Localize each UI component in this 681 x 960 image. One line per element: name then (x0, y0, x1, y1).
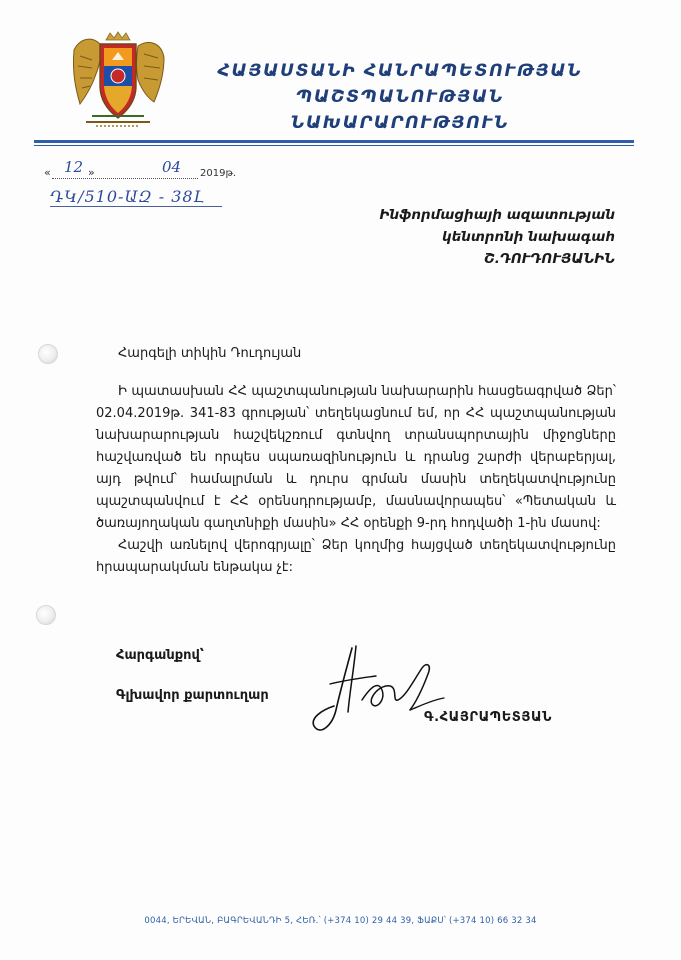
reference-number: ԴԿ/510-ԱԶ - 38Լ (50, 187, 206, 206)
outgoing-number (50, 187, 230, 211)
date-year: 2019թ. (200, 168, 237, 179)
punch-hole (36, 605, 56, 625)
body-paragraph-1: Ի պատասխան ՀՀ պաշտպանության նախարարին հասցեագրված Ձեր՝ 02.04.2019թ. 341-83 գրության՝ տեղեկացնում եմ, որ ՀՀ պաշտպանության նախարարության հաշվեկշռում գտնվող տրանսպորտային միջոցները հաշվառված են որպես սպառազինություն և դրանց շարժի վերաբերյալ, այդ թվում՝ համալրման և դուրս գրման մասին տեղեկատվությունը պաշտպանվում է ՀՀ օրենսդրությամբ, մասնավորապես՝ «Պետական և ծառայողական գաղտնիքի մասին» ՀՀ օրենքի 9-րդ հոդվածի 1-ին մասով: (96, 384, 616, 531)
coat-of-arms-icon (66, 30, 170, 130)
signer-position: Գլխավոր քարտուղար (116, 688, 269, 703)
date-quote-close: » (88, 166, 95, 179)
ministry-name-line2: ՊԱՇՏՊԱՆՈՒԹՅԱՆ ՆԱԽԱՐԱՐՈՒԹՅՈՒՆ (290, 87, 510, 133)
salutation: Հարգելի տիկին Դուդույան (118, 346, 302, 361)
addressee-line2: կենտրոնի նախագահ (441, 229, 615, 245)
footer-address: 0044, ԵՐԵՎԱՆ, ԲԱԳՐԵՎԱՆԴԻ 5, ՀԵՌ.՝ (+374 10) 29 44 39, ՖԱՔՍ՝ (+374 10) 66 32 34 (144, 916, 537, 926)
addressee-line3: Շ.ԴՈՒԴՈՒՅԱՆԻՆ (484, 251, 615, 267)
addressee-line1: Ինֆորմացիայի ազատության (379, 207, 615, 223)
punch-hole (38, 344, 58, 364)
reference-underline (50, 206, 222, 207)
addressee-block (315, 204, 615, 270)
header-divider (34, 140, 634, 143)
date-day: 12 (64, 158, 84, 176)
signer-name: Գ.ՀԱՅՐԱՊԵՏՅԱՆ (424, 710, 553, 725)
letter-body (96, 381, 616, 579)
closing-regards: Հարգանքով՝ (116, 648, 204, 663)
ministry-header (190, 58, 610, 136)
date-quote-open: « (44, 166, 51, 179)
date-month: 04 (162, 158, 182, 176)
body-paragraph-2: Հաշվի առնելով վերոգրյալը՝ Ձեր կողմից հայցված տեղեկատվությունը հրապարակման ենթակա չէ: (96, 538, 616, 575)
date-underline (52, 178, 198, 179)
outgoing-date (44, 158, 244, 184)
header-divider-thin (34, 145, 634, 146)
handwritten-signature (306, 640, 456, 740)
ministry-name-line1: ՀԱՅԱՍՏԱՆԻ ՀԱՆՐԱՊԵՏՈՒԹՅԱՆ (217, 61, 583, 81)
